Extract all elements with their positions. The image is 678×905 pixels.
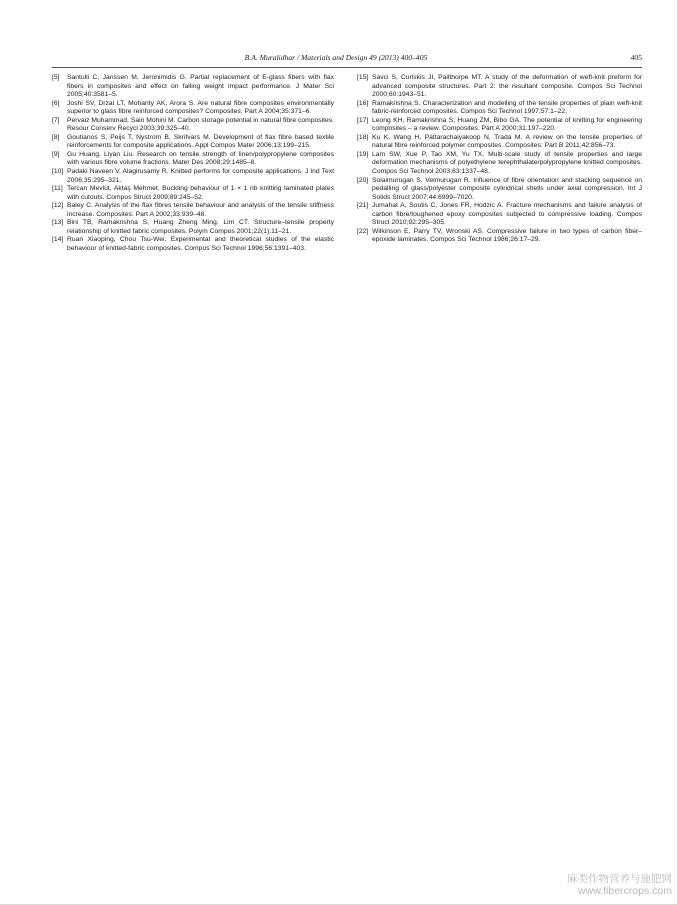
reference-number: [22] [357,227,369,235]
reference-text: Ku K, Wang H, Pattarachaiyakoop N, Trada M. A review on the tensile properties of natural fibre reinforced polymer composites. Composites: Part B 2011;42:856–73. [372,133,642,150]
reference-item [357,151,642,177]
reference-number: [17] [357,116,369,124]
reference-item [52,134,334,151]
reference-text: Goutianos S, Peijs T, Nystrom B, Skrifvars M. Development of flax fibre based textile reinforcements for composite applications. Appl Compos Mater 2006;13:199–215. [67,133,334,150]
reference-text: Savci S, Curiskis JI, Pailthorpe MT. A study of the deformation of weft-knit preform for advanced composite structures. Part 2: the resultant composite. Compos Sci Technol 2000;60:1943–51. [372,74,642,99]
reference-number: [15] [357,74,369,81]
reference-text: Gu Huang, Liyan Liu. Research on tensile strength of linen/polypropylene composites with various fibre volume fractions. Mater Des 2008;29:1485–8. [67,150,334,167]
reference-text: Pervaiz Muhammad, Sain Mohini M. Carbon storage potential in natural fibre composites. Resour Conserv Recycl 2003;39:325–40. [67,116,334,133]
reference-text: Tercan Mevlüt, Aktaş Mehmet. Buckling behaviour of 1 × 1 rib knitting laminated plates with cutouts. Compos Struct 2009;89:245–52. [67,185,334,201]
reference-number: [5] [52,74,60,81]
reference-item [52,236,334,253]
reference-number: [14] [52,236,64,244]
reference-text: Joshi SV, Drzal LT, Mohanty AK, Arora S. Are natural fibre composites environmentally superior to glass fibre reinforced composites? Composites: Part A 2004;35:371–6. [67,99,334,116]
references-left-column [52,74,334,253]
reference-item [52,202,334,219]
reference-text: Ramakrishna S. Characterization and modelling of the tensile properties of plain weft-knit fabric-reinforced composites. Compos Sci Technol 1997;57:1–22. [372,99,642,116]
reference-item [357,100,642,117]
reference-item [52,151,334,168]
reference-item [357,134,642,151]
reference-number: [12] [52,202,64,210]
reference-item [52,100,334,117]
reference-number: [16] [357,99,369,107]
header-rule [52,67,642,68]
reference-number: [6] [52,99,60,107]
reference-text: Jumahat A, Soutis C, Jones FR, Hodzic A. Fracture mechanisms and failure analysis of carbon fibre/toughened epoxy composites subjected to compressive loading. Compos Struct 2010;92:295–305. [372,202,642,227]
reference-item [357,74,642,100]
watermark [567,873,672,897]
reference-item [52,168,334,185]
reference-item [52,185,334,202]
watermark-url: www.fibercrops.com [578,885,672,897]
reference-text: Santulli C, Janssen M, Jeronimidis G. Partial replacement of E-glass fibers with flax fibers in composites and effect on falling weight impact performance. J Mater Sci 2005;40:3581–5. [67,74,334,99]
page-number: 405 [630,53,642,62]
reference-item [52,117,334,134]
reference-number: [11] [52,185,63,193]
reference-item [357,177,642,203]
reference-text: Wilkinson E, Parry TV, Wronski AS. Compressive failure in two types of carbon fiber–epoxide laminates. Compos Sci Technol 1986;26:17–29. [372,227,642,244]
references-right-column [357,74,642,245]
reference-number: [18] [357,133,369,141]
running-head: B.A. Muralidhar / Materials and Design 49 (2013) 400–405 [244,53,428,62]
reference-item [357,117,642,134]
reference-number: [13] [52,219,64,227]
reference-text: Lam SW, Xue P, Tao XM, Yu TX. Multi-scale study of tensile properties and large deformation mechanisms of polyethylene terephthalate/polypropylene knitted composites. Compos Sci Technol 2003;63:1337–48. [372,150,642,176]
reference-number: [21] [357,202,369,210]
reference-item [52,219,334,236]
reference-item [357,228,642,245]
watermark-title: 麻类作物营养与施肥网 [567,873,672,885]
reference-number: [9] [52,150,60,158]
reference-text: Leong KH, Ramakrishna S, Huang ZM, Bibo GA. The potential of knitting for engineering composites – a review. Composites: Part A 2000;31:197–220. [372,116,642,133]
reference-text: Padaki Naveen V, Alagirusamy R. Knitted performs for composite applications. J Ind Text 2006;35:295–321. [67,168,334,184]
page-header [30,52,642,64]
reference-item [357,202,642,228]
reference-number: [20] [357,176,369,184]
reference-number: [8] [52,133,60,141]
reference-text: Solaimurugan S, Velmurugan R. Influence of fibre orientation and stacking sequence on pedalling of glass/polyester composite cylindrical shells under axial compression. Int J Solids Struct 2007;44:6999–7020. [372,176,642,201]
reference-number: [10] [52,168,64,176]
reference-number: [19] [357,150,369,158]
reference-item [52,74,334,100]
reference-text: Baley C. Analysis of the flax fibres tensile behaviour and analysis of the tensile stiffness increase. Composites: Part A 2002;33:939–48. [67,202,334,218]
reference-number: [7] [52,116,60,124]
reference-text: Bini TB, Ramakrishna S, Huang Zheng Ming, Lim CT. Structure–tensile property relationship of knitted fabric composites. Polym Compos 2001;22(1):11–21. [67,219,334,235]
reference-text: Ruan Xiaoping, Chou Tsu-Wei. Experimental and theoretical studies of the elastic behaviour of knitted-fabric composites. Compos Sci Technol 1996;56:1391–403. [67,236,334,252]
